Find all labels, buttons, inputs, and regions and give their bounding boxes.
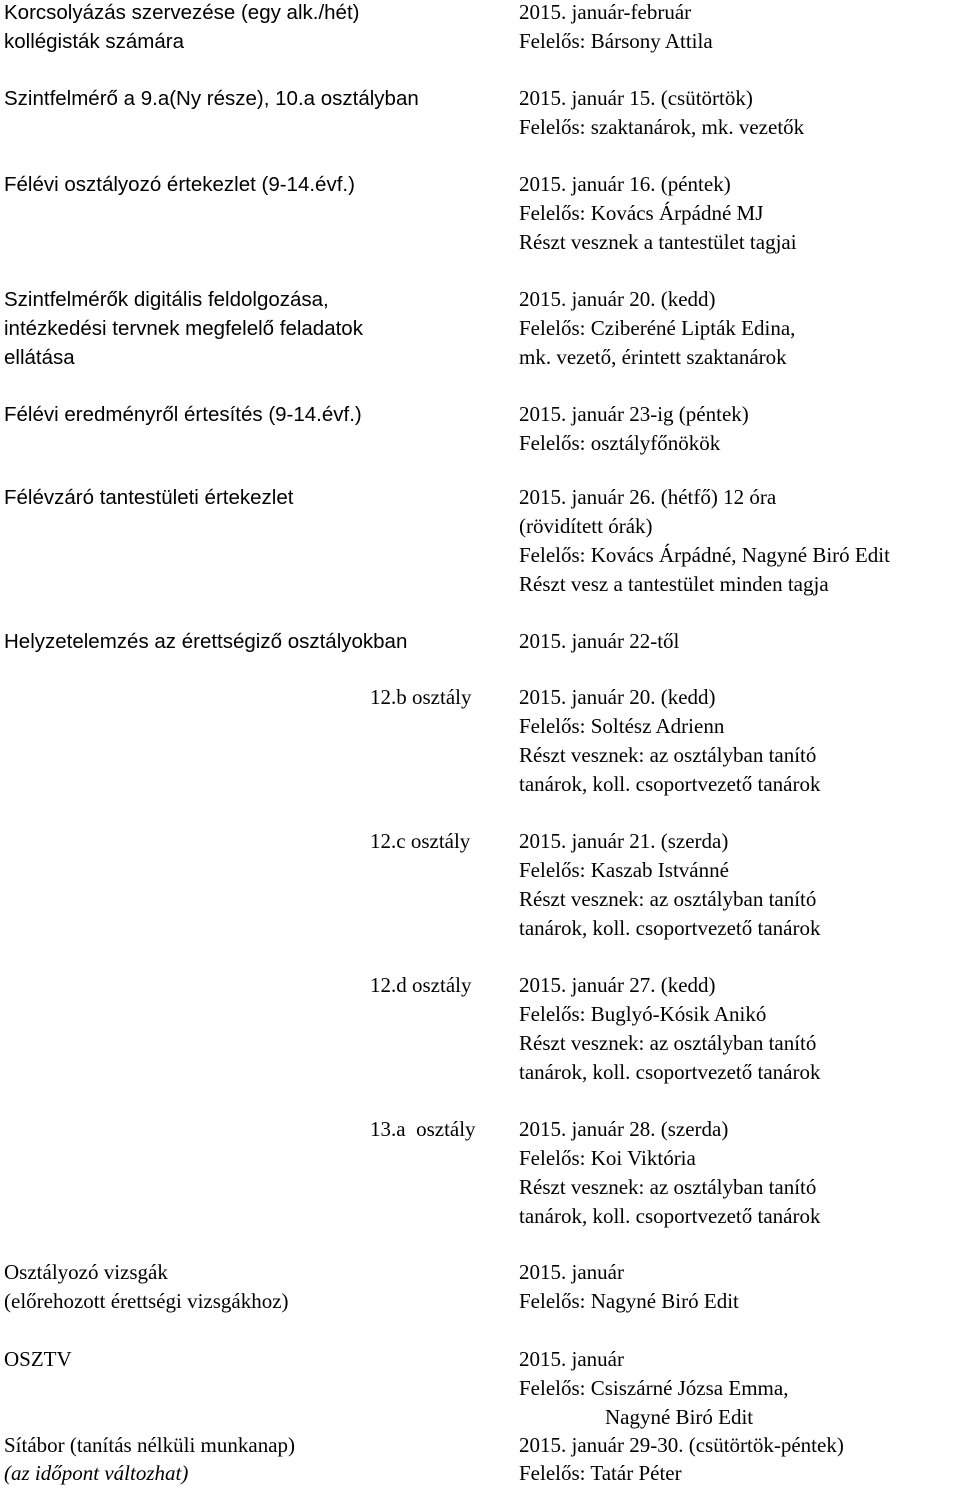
- event-responsible: Felelős: osztályfőnökök: [519, 431, 721, 455]
- class-label: 12.c osztály: [370, 829, 471, 853]
- event-title: intézkedési tervnek megfelelő feladatok: [4, 317, 363, 340]
- event-date: 2015. január 29-30. (csütörtök-péntek): [519, 1433, 844, 1457]
- event-title: Félévzáró tantestületi értekezlet: [4, 486, 294, 509]
- class-date: 2015. január 27. (kedd): [519, 973, 716, 997]
- event-responsible: Felelős: szaktanárok, mk. vezetők: [519, 115, 805, 139]
- event-responsible: Felelős: Nagyné Biró Edit: [519, 1289, 739, 1313]
- class-participants: tanárok, koll. csoportvezető tanárok: [519, 772, 821, 796]
- event-responsible: Felelős: Cziberéné Lipták Edina,: [519, 316, 796, 340]
- class-label: 12.d osztály: [370, 973, 472, 997]
- class-participants: Részt vesznek: az osztályban tanító: [519, 1175, 817, 1199]
- event-title: Osztályozó vizsgák: [4, 1260, 168, 1284]
- event-title: Félévi osztályozó értekezlet (9-14.évf.): [4, 173, 355, 196]
- event-title: (előrehozott érettségi vizsgákhoz): [4, 1289, 289, 1313]
- class-responsible: Felelős: Soltész Adrienn: [519, 714, 725, 738]
- event-responsible: Nagyné Biró Edit: [605, 1405, 754, 1429]
- event-date: 2015. január 22-től: [519, 629, 680, 653]
- event-title: Szintfelmérő a 9.a(Ny része), 10.a osztályban: [4, 87, 419, 110]
- class-participants: Részt vesznek: az osztályban tanító: [519, 743, 817, 767]
- class-date: 2015. január 20. (kedd): [519, 685, 716, 709]
- event-title: Korcsolyázás szervezése (egy alk./hét): [4, 1, 360, 24]
- class-participants: tanárok, koll. csoportvezető tanárok: [519, 1204, 821, 1228]
- event-title: Helyzetelemzés az érettségiző osztályokban: [4, 630, 408, 653]
- event-date: 2015. január: [519, 1260, 624, 1284]
- event-title: OSZTV: [4, 1347, 72, 1371]
- class-participants: Részt vesznek: az osztályban tanító: [519, 1031, 817, 1055]
- event-date: 2015. január 16. (péntek): [519, 172, 731, 196]
- class-participants: tanárok, koll. csoportvezető tanárok: [519, 1060, 821, 1084]
- event-date: 2015. január 23-ig (péntek): [519, 402, 749, 426]
- class-responsible: Felelős: Buglyó-Kósik Anikó: [519, 1002, 767, 1026]
- event-date: 2015. január-február: [519, 0, 692, 24]
- event-title: kollégisták számára: [4, 30, 185, 53]
- event-responsible: Felelős: Tatár Péter: [519, 1461, 682, 1485]
- class-date: 2015. január 28. (szerda): [519, 1117, 729, 1141]
- event-title: ellátása: [4, 346, 75, 369]
- event-note: (az időpont változhat): [4, 1461, 189, 1485]
- event-responsible: Felelős: Csiszárné Józsa Emma,: [519, 1376, 789, 1400]
- event-date: 2015. január 26. (hétfő) 12 óra: [519, 485, 777, 509]
- event-title: Félévi eredményről értesítés (9-14.évf.): [4, 403, 362, 426]
- class-responsible: Felelős: Koi Viktória: [519, 1146, 696, 1170]
- class-label: 13.a osztály: [370, 1117, 476, 1141]
- event-participants: Részt vesznek a tantestület tagjai: [519, 230, 797, 254]
- event-responsible: mk. vezető, érintett szaktanárok: [519, 345, 787, 369]
- class-responsible: Felelős: Kaszab Istvánné: [519, 858, 729, 882]
- event-date: 2015. január 20. (kedd): [519, 287, 716, 311]
- event-participants: Részt vesz a tantestület minden tagja: [519, 572, 829, 596]
- class-label: 12.b osztály: [370, 685, 472, 709]
- class-participants: tanárok, koll. csoportvezető tanárok: [519, 916, 821, 940]
- class-participants: Részt vesznek: az osztályban tanító: [519, 887, 817, 911]
- event-responsible: Felelős: Bársony Attila: [519, 29, 713, 53]
- event-responsible: Felelős: Kovács Árpádné, Nagyné Biró Edit: [519, 543, 890, 567]
- event-responsible: Felelős: Kovács Árpádné MJ: [519, 201, 764, 225]
- class-date: 2015. január 21. (szerda): [519, 829, 729, 853]
- event-note: (rövidített órák): [519, 514, 653, 538]
- event-title: Sítábor (tanítás nélküli munkanap): [4, 1433, 296, 1457]
- event-date: 2015. január: [519, 1347, 624, 1371]
- event-title: Szintfelmérők digitális feldolgozása,: [4, 288, 329, 311]
- event-date: 2015. január 15. (csütörtök): [519, 86, 753, 110]
